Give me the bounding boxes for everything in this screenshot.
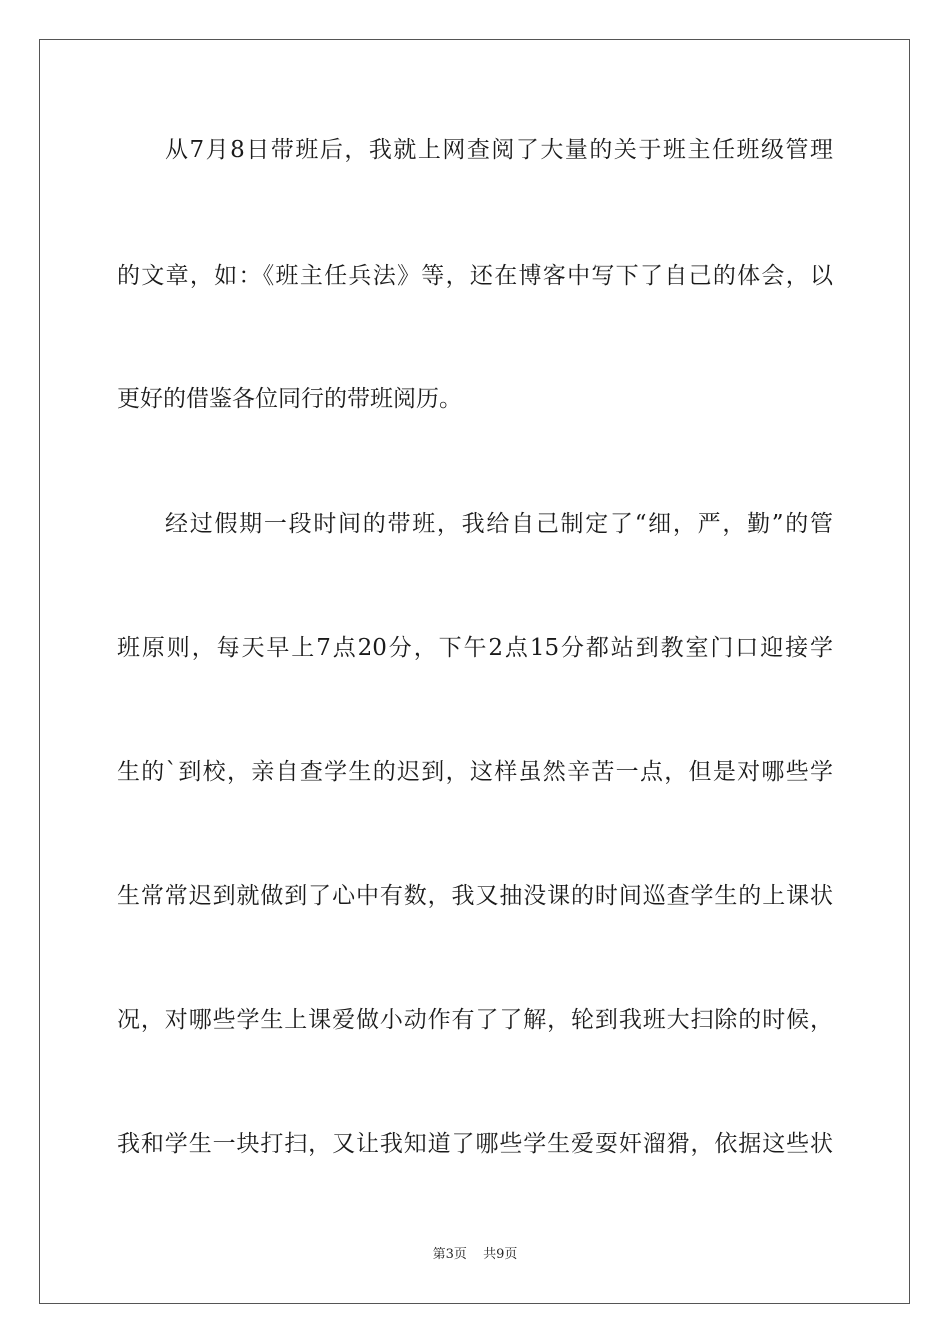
current-page-label: 第3页 — [432, 1247, 467, 1262]
paragraph-line: 从7月8日带班后，我就上网查阅了大量的关于班主任班级管理 — [165, 137, 833, 163]
page-border — [39, 39, 910, 1304]
total-pages-label: 共9页 — [483, 1247, 518, 1262]
paragraph-line: 的文章，如：《班主任兵法》等，还在博客中写下了自己的体会，以 — [117, 263, 833, 289]
paragraph-line: 经过假期一段时间的带班，我给自己制定了“细，严，勤”的管 — [165, 511, 833, 537]
paragraph-line: 况，对哪些学生上课爱做小动作有了了解，轮到我班大扫除的时候， — [117, 1007, 833, 1033]
paragraph-line: 生的`到校，亲自查学生的迟到，这样虽然辛苦一点，但是对哪些学 — [117, 759, 833, 785]
paragraph-line: 我和学生一块打扫，又让我知道了哪些学生爱耍奸溜猾，依据这些状 — [117, 1131, 833, 1157]
paragraph-line: 生常常迟到就做到了心中有数，我又抽没课的时间巡查学生的上课状 — [117, 883, 833, 909]
paragraph-line: 班原则，每天早上7点20分，下午2点15分都站到教室门口迎接学 — [117, 635, 833, 661]
page-footer — [0, 1246, 950, 1264]
paragraph-line: 更好的借鉴各位同行的带班阅历。 — [117, 386, 462, 412]
